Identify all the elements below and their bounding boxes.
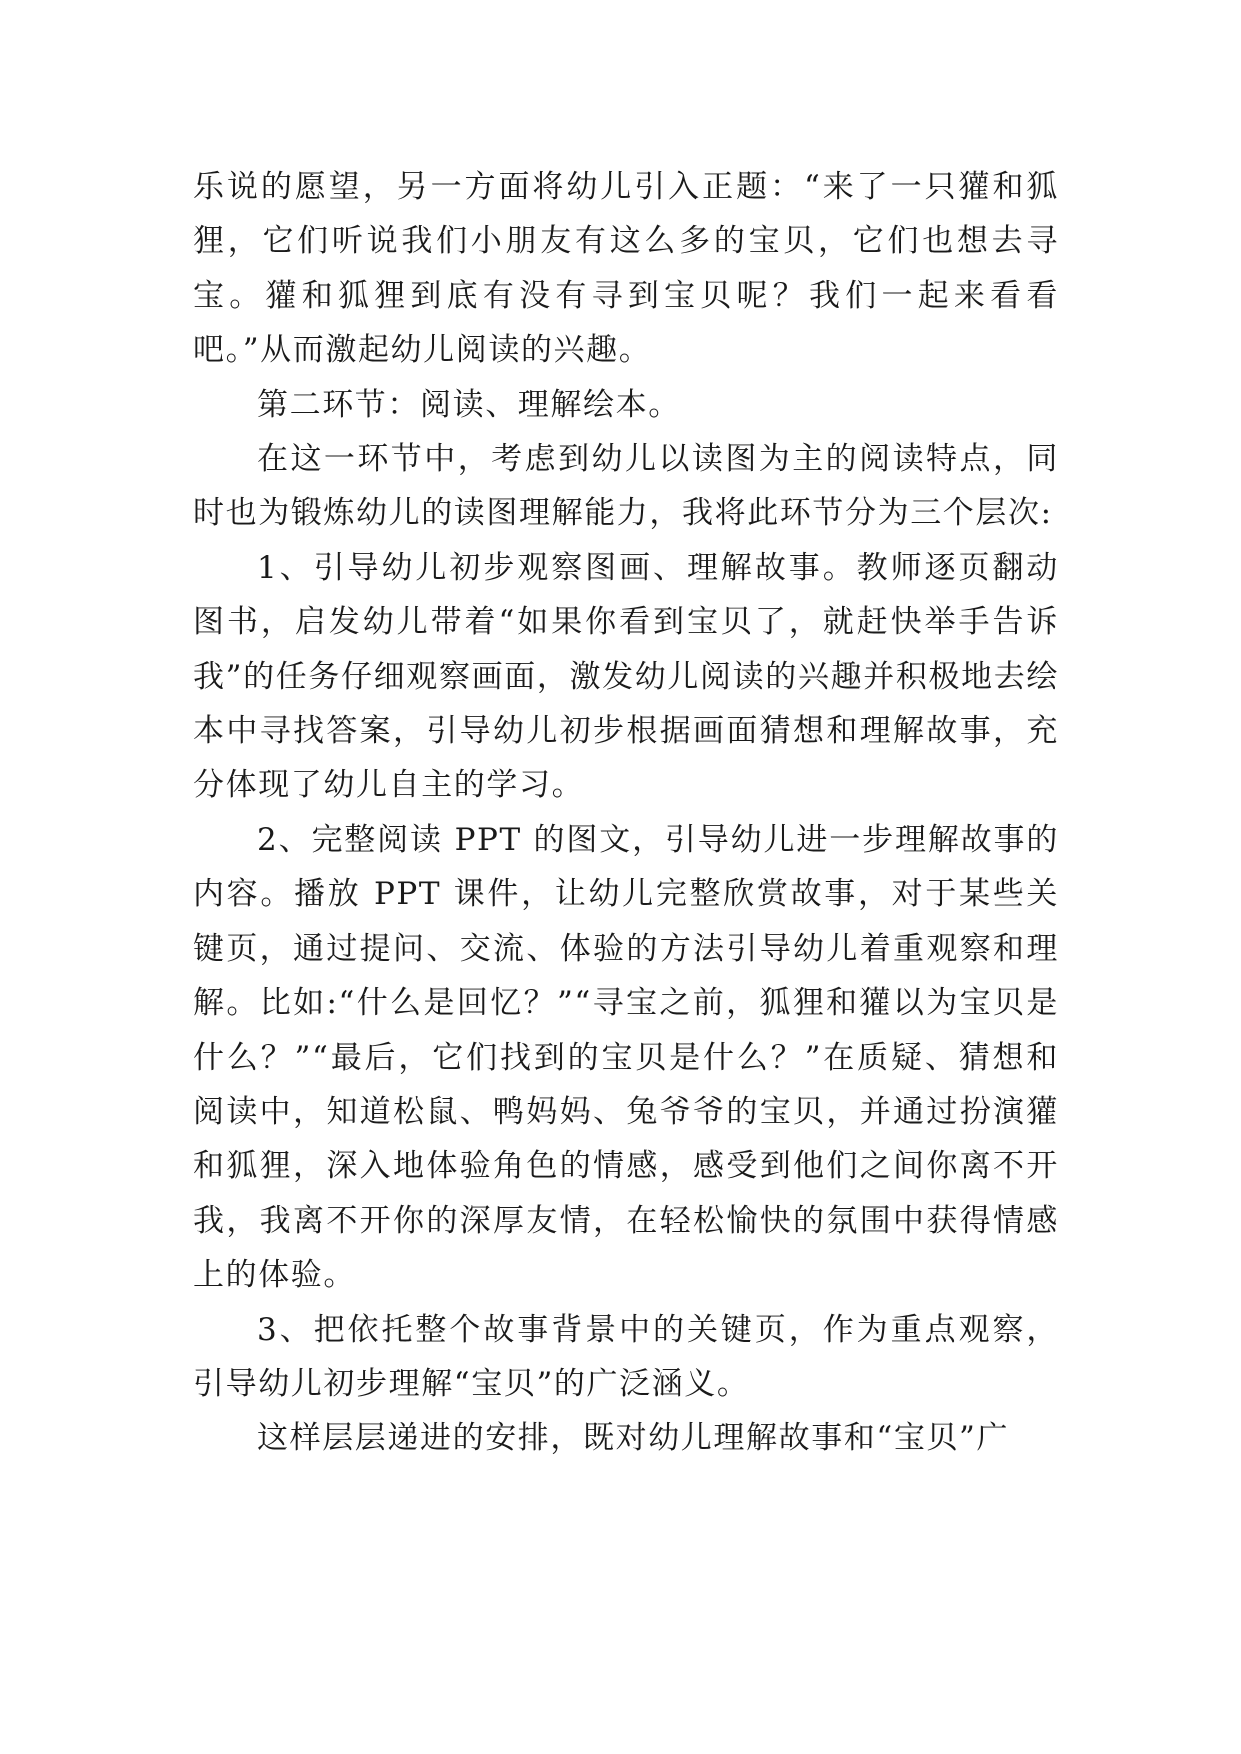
document-page — [193, 160, 1059, 1466]
paragraph-level-one: 1、引导幼儿初步观察图画、理解故事。教师逐页翻动图书，启发幼儿带着“如果你看到宝贝了，就赶快举手告诉我”的任务仔细观察画面，激发幼儿阅读的兴趣并积极地去绘本中寻找答案，引导幼儿初步根据画面猜想和理解故事，充分体现了幼儿自主的学习。 — [193, 549, 1059, 804]
paragraph-section-two-heading: 第二环节：阅读、理解绘本。 — [257, 386, 681, 423]
paragraph-section-two-overview: 在这一环节中，考虑到幼儿以读图为主的阅读特点，同时也为锻炼幼儿的读图理解能力，我将此环节分为三个层次: — [193, 441, 1059, 532]
paragraph-level-three: 3、把依托整个故事背景中的关键页，作为重点观察，引导幼儿初步理解“宝贝”的广泛涵义。 — [193, 1311, 1059, 1402]
paragraph-summary: 这样层层递进的安排，既对幼儿理解故事和“宝贝”广 — [257, 1420, 1010, 1457]
paragraph-level-two: 2、完整阅读 PPT 的图文，引导幼儿进一步理解故事的内容。播放 PPT 课件，让幼儿完整欣赏故事，对于某些关键页，通过提问、交流、体验的方法引导幼儿着重观察和理解。比如:“什么是回忆？”“寻宝之前，狐狸和獾以为宝贝是什么？”“最后，它们找到的宝贝是什么？”在质疑、猜想和阅读中，知道松鼠、鸭妈妈、兔爷爷的宝贝，并通过扮演獾和狐狸，深入地体验角色的情感，感受到他们之间你离不开我，我离不开你的深厚友情，在轻松愉快的氛围中获得情感上的体验。 — [193, 821, 1059, 1294]
paragraph-intro-continuation: 乐说的愿望，另一方面将幼儿引入正题：“来了一只獾和狐狸，它们听说我们小朋友有这么多的宝贝，它们也想去寻宝。獾和狐狸到底有没有寻到宝贝呢？我们一起来看看吧。”从而激起幼儿阅读的兴趣。 — [193, 169, 1059, 369]
